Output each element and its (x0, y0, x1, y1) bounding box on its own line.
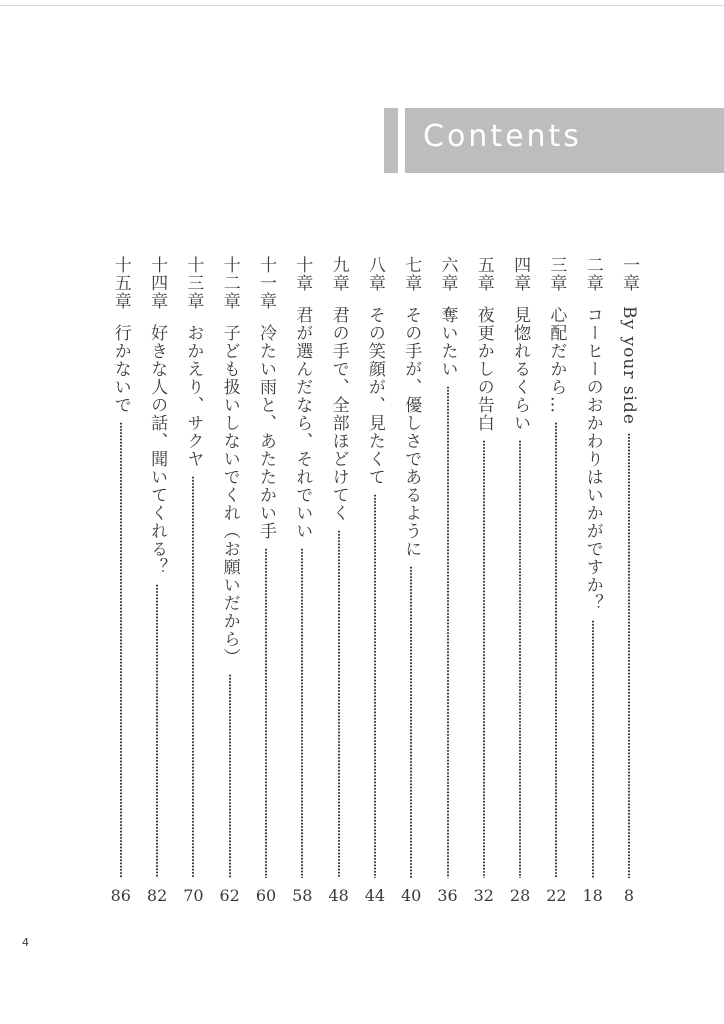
page-title: Contents (423, 119, 582, 154)
toc-leader-dots (229, 674, 231, 878)
toc-page-number: 60 (255, 886, 277, 905)
toc-title: その笑顔が、見たくて (364, 306, 385, 486)
toc-leader-dots (156, 584, 158, 878)
toc-entry[interactable] (253, 256, 279, 906)
toc-title: おかえり、サクヤ (183, 324, 204, 468)
toc-page-number: 40 (401, 886, 422, 905)
toc-page-number: 62 (219, 886, 240, 905)
toc-chapter-label: 四章 (510, 256, 531, 292)
toc-leader-dots (338, 530, 340, 878)
toc-chapter-label: 八章 (364, 256, 385, 292)
toc-entry[interactable] (580, 256, 606, 906)
toc-entry[interactable] (398, 256, 424, 906)
toc-entry[interactable] (108, 256, 134, 906)
toc-page-number: 82 (146, 886, 168, 905)
toc-title: 好きな人の話、聞いてくれる？ (147, 324, 168, 576)
toc-chapter-label: 十章 (292, 256, 313, 292)
toc-chapter-label: 三章 (546, 256, 567, 292)
toc-entry[interactable] (217, 256, 243, 906)
toc-title: 君が選んだなら、それでいい (292, 306, 313, 540)
toc-leader-dots (483, 440, 485, 878)
toc-title: 夜更かしの告白 (473, 306, 494, 432)
toc-entry[interactable] (435, 256, 461, 906)
toc-chapter-label: 十二章 (219, 256, 240, 310)
toc-leader-dots (265, 548, 267, 878)
toc-entry[interactable] (289, 256, 315, 906)
toc-chapter-label: 十五章 (110, 256, 131, 310)
toc-title: 子ども扱いしないでくれ（お願いだから） (219, 324, 240, 666)
toc-entry[interactable] (543, 256, 569, 906)
toc-title: 見惚れるくらい (510, 306, 531, 432)
toc-chapter-label: 十一章 (256, 256, 276, 310)
toc-page-number: 36 (437, 886, 458, 905)
toc-page-number: 18 (582, 886, 603, 905)
toc-chapter-label: 七章 (401, 256, 422, 292)
toc-title: 行かないで (110, 324, 131, 414)
toc-page-number: 70 (183, 886, 204, 905)
toc-title: 奪いたい (437, 306, 458, 378)
toc-title: By your side (619, 306, 639, 425)
toc-page-number: 48 (328, 886, 349, 905)
toc-leader-dots (301, 548, 303, 878)
toc-title: 君の手で、全部ほどけてく (328, 306, 349, 522)
toc-entry[interactable] (326, 256, 352, 906)
toc-chapter-label: 五章 (473, 256, 494, 292)
toc-page-number: 22 (546, 886, 567, 905)
toc-leader-dots (192, 476, 194, 878)
toc-leader-dots (555, 422, 557, 878)
toc-leader-dots (519, 440, 521, 878)
toc-leader-dots (374, 494, 376, 878)
toc-entry[interactable] (144, 256, 170, 906)
toc-entry[interactable] (616, 256, 642, 906)
toc-leader-dots (410, 566, 412, 878)
toc-leader-dots (592, 620, 594, 878)
toc-page-number: 28 (509, 886, 531, 905)
page-number: 4 (22, 936, 29, 949)
toc-chapter-label: 十三章 (183, 256, 204, 310)
toc-entry[interactable] (507, 256, 533, 906)
toc-chapter-label: 十四章 (147, 256, 168, 310)
toc-leader-dots (447, 386, 449, 878)
toc-chapter-label: 九章 (328, 256, 349, 292)
toc-page-number: 8 (623, 886, 635, 905)
toc-title: コーヒーのおかわりはいかがですか？ (582, 306, 603, 612)
toc-entry[interactable] (180, 256, 206, 906)
toc-page-number: 32 (473, 886, 494, 905)
toc-title: 冷たい雨と、あたたかい手 (256, 324, 276, 540)
toc-entry[interactable] (471, 256, 497, 906)
toc-title: その手が、優しさであるように (401, 306, 422, 558)
toc-page-number: 44 (364, 886, 386, 905)
toc-page-number: 58 (292, 886, 313, 905)
toc-entry[interactable] (362, 256, 388, 906)
toc-chapter-label: 六章 (437, 256, 458, 292)
toc-page-number: 86 (110, 886, 131, 905)
toc-chapter-label: 一章 (619, 256, 639, 292)
toc-leader-dots (628, 433, 630, 878)
toc-chapter-label: 二章 (582, 256, 603, 292)
toc-title: 心配だから… (546, 306, 567, 414)
toc-leader-dots (120, 422, 122, 878)
